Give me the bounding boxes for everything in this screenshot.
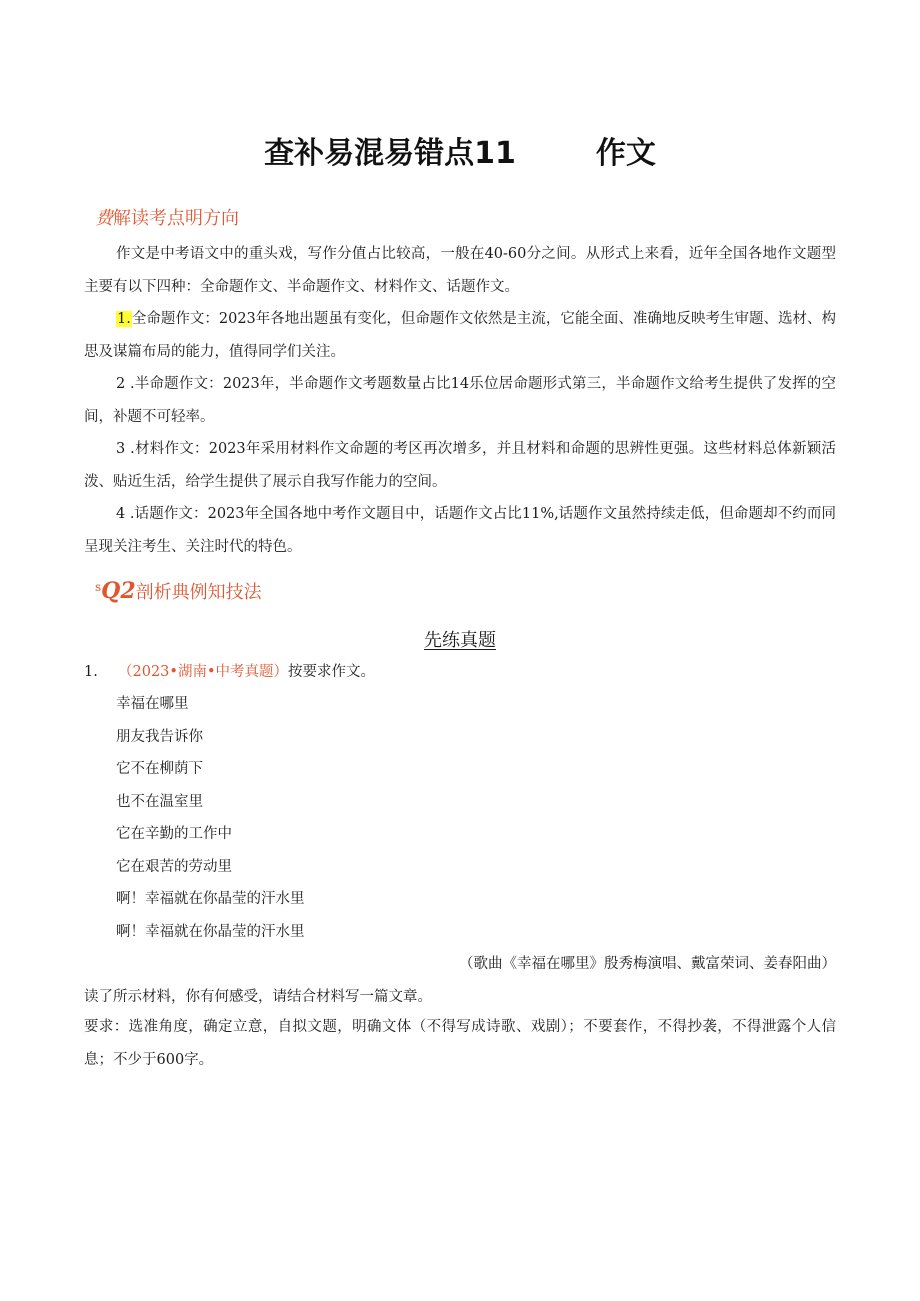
poem-line: 它在艰苦的劳动里 [116, 858, 232, 875]
point-2-number: 2 . [116, 376, 135, 392]
poem-line: 它在辛勤的工作中 [116, 826, 232, 842]
point-3-text: 材料作文：2023年采用材料作文命题的考区再次增多，并且材料和命题的思辨性更强。这些材料总体新颖活泼、贴近生活，给学生提供了展示自我写作能力的空间。 [84, 441, 836, 490]
section-2-title: 剖析典例知技法 [135, 582, 262, 603]
point-4 [84, 498, 836, 563]
poem-block [116, 688, 305, 948]
question-line [84, 660, 375, 684]
poem-line: 也不在温室里 [116, 793, 203, 810]
page-title [0, 128, 920, 172]
point-1 [84, 303, 836, 368]
title-main: 查补易混易错点11 [264, 136, 516, 171]
poem-line: 它不在柳荫下 [116, 761, 203, 777]
point-2 [84, 368, 836, 433]
title-sub: 作文 [595, 136, 656, 171]
point-3-number: 3 . [116, 441, 135, 457]
poem-line: 朋友我告诉你 [116, 728, 203, 745]
point-3 [84, 433, 836, 498]
point-1-number: 1. [117, 311, 131, 327]
poem-line: 啊！幸福就在你晶莹的汗水里 [116, 923, 305, 940]
section-1-title: 解读考点明方向 [113, 208, 239, 229]
section-2-sup: s [95, 580, 102, 594]
section-heading-2 [95, 578, 262, 604]
practice-heading: 先练真题 [424, 630, 496, 651]
section-1-lead: 费 [95, 208, 113, 229]
question-number: 1. [84, 664, 98, 680]
point-1-text: 全命题作文：2023年各地出题虽有变化，但命题作文依然是主流，它能全面、准确地反映考生审题、选材、构思及谋篇布局的能力，值得同学们关注。 [84, 311, 836, 360]
song-credit: （歌曲《幸福在哪里》殷秀梅演唱、戴富荣词、姜春阳曲） [459, 956, 836, 972]
point-2-text: 半命题作文：2023年，半命题作文考题数量占比14乐位居命题形式第三，半命题作文给考生提供了发挥的空间，补题不可轻率。 [84, 376, 836, 425]
section-heading-1 [95, 204, 239, 230]
instruction-text: 读了所示材料，你有何感受，请结合材料写一篇文章。 [84, 989, 432, 1005]
point-4-text: 话题作文：2023年全国各地中考作文题目中，话题作文占比11%,话题作文虽然持续走低，但命题却不约而同呈现关注考生、关注时代的特色。 [84, 506, 836, 555]
section-2-lead: Q2 [101, 578, 136, 604]
intro-paragraph: 作文是中考语文中的重头戏，写作分值占比较高，一般在40-60分之间。从形式上来看，近年全国各地作文题型主要有以下四种：全命题作文、半命题作文、材料作文、话题作文。 [84, 246, 836, 295]
poem-line: 啊！幸福就在你晶莹的汗水里 [116, 891, 305, 907]
question-source: （2023•湖南•中考真题） [118, 664, 289, 680]
poem-line: 幸福在哪里 [116, 696, 189, 712]
point-4-number: 4 . [116, 506, 135, 522]
question-prompt: 按要求作文。 [288, 664, 376, 680]
requirement-text: 要求：选准角度，确定立意，自拟文题，明确文体（不得写成诗歌、戏剧）；不要套作，不得抄袭，不得泄露个人信息；不少于600字。 [84, 1019, 836, 1068]
